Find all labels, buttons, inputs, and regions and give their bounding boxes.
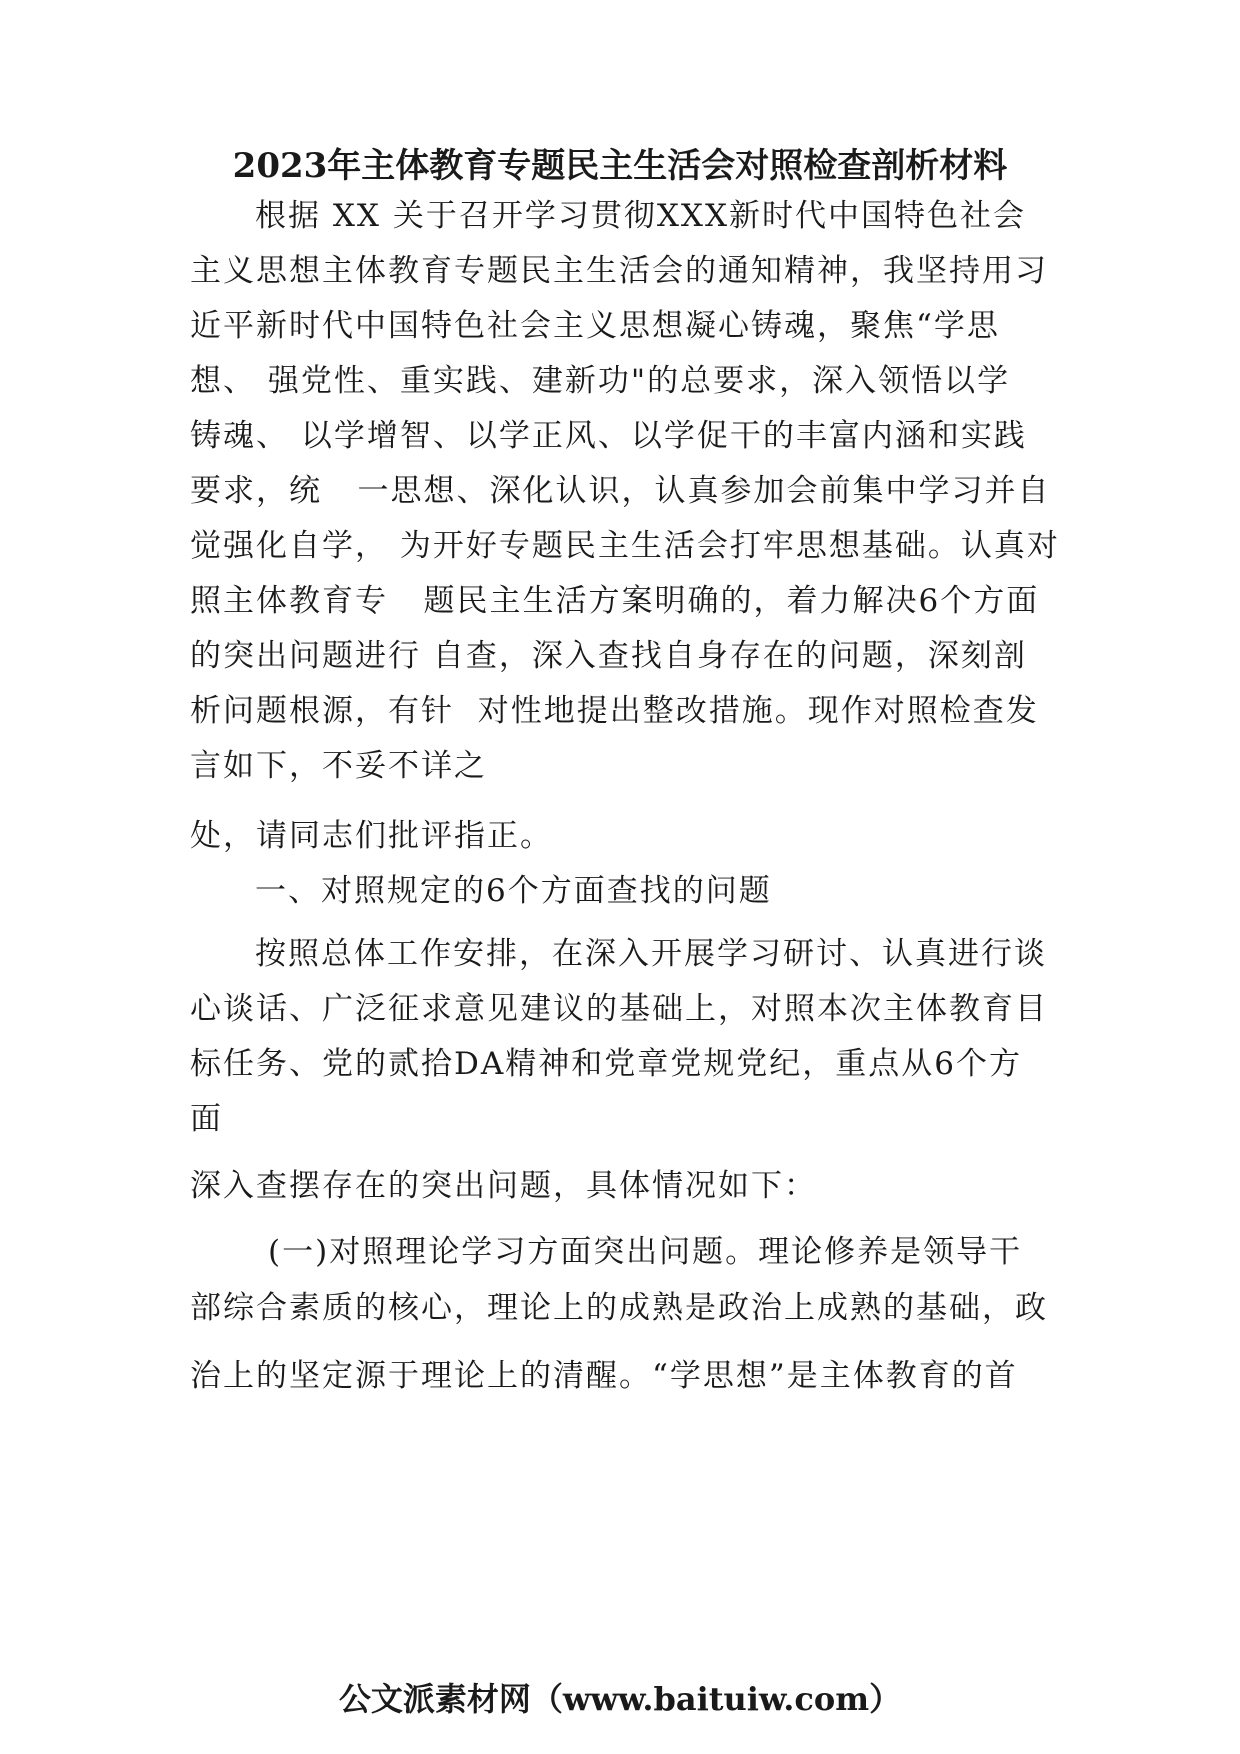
paragraph-line: 治上的坚定源于理论上的清醒。“学思想”是主体教育的首 [190, 1358, 1018, 1394]
paragraph-line: 深入查摆存在的突出问题，具体情况如下： [190, 1168, 817, 1204]
paragraph-line: 主义思想主体教育专题民主生活会的通知精神，我坚持用习 [190, 253, 1048, 289]
paragraph-line: 处，请同志们批评指正。 [190, 818, 553, 854]
paragraph-line: 按照总体工作安排，在深入开展学习研讨、认真进行谈 [255, 936, 1047, 972]
paragraph-line: 心谈话、广泛征求意见建议的基础上，对照本次主体教育目 [190, 991, 1048, 1027]
paragraph-line: 部综合素质的核心，理论上的成熟是政治上成熟的基础，政 [190, 1290, 1048, 1326]
paragraph-line: 面 [190, 1101, 223, 1137]
paragraph-line: 要求，统 一思想、深化认识，认真参加会前集中学习并自 [190, 473, 1051, 509]
document-title: 2023年主体教育专题民主生活会对照检查剖析材料 [232, 146, 1008, 186]
paragraph-line: 觉强化自学， 为开好专题民主生活会打牢思想基础。认真对 [190, 528, 1060, 564]
paragraph-line: 想、 强党性、重实践、建新功"的总要求，深入领悟以学 [190, 363, 1011, 399]
paragraph-line: 铸魂、 以学增智、以学正风、以学促干的丰富内涵和实践 [190, 418, 1027, 454]
paragraph-line: 近平新时代中国特色社会主义思想凝心铸魂，聚焦“学思 [190, 308, 1000, 344]
subsection-line: (一)对照理论学习方面突出问题。理论修养是领导干 [268, 1234, 1023, 1270]
paragraph-line: 的突出问题进行 自查，深入查找自身存在的问题，深刻剖 [190, 638, 1027, 674]
paragraph-line: 标任务、党的贰拾DA精神和党章党规党纪，重点从6个方 [190, 1046, 1022, 1082]
paragraph-line: 言如下，不妥不详之 [190, 748, 487, 784]
paragraph-line: 根据 XX 关于召开学习贯彻XXX新时代中国特色社会 [255, 198, 1027, 234]
paragraph-line: 析问题根源，有针 对性地提出整改措施。现作对照检查发 [190, 693, 1039, 729]
paragraph-line: 照主体教育专 题民主生活方案明确的，着力解决6个方面 [190, 583, 1040, 619]
footer-watermark: 公文派素材网（www.baituiw.com） [338, 1680, 902, 1718]
section-heading: 一、对照规定的6个方面查找的问题 [255, 873, 772, 909]
